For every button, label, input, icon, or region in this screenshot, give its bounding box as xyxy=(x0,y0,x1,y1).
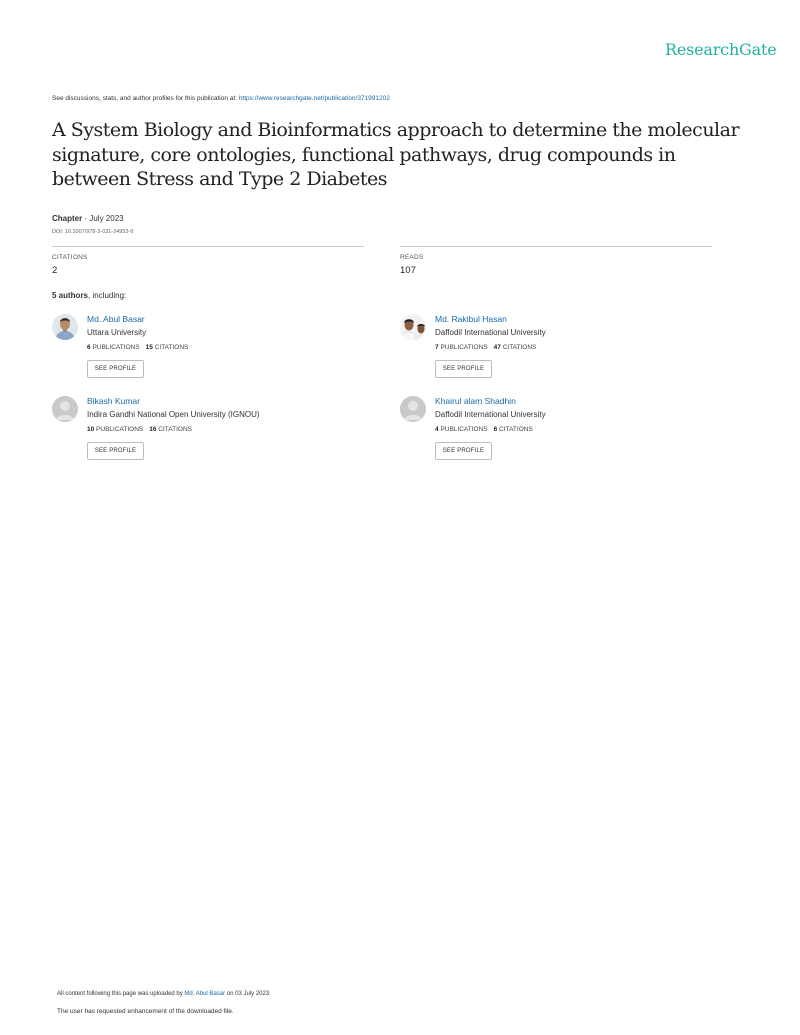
publication-count: 6 xyxy=(87,344,91,351)
avatar-placeholder[interactable] xyxy=(52,396,78,422)
avatar[interactable] xyxy=(52,314,78,340)
citations-label: CITATIONS xyxy=(52,254,88,261)
discussion-text: See discussions, stats, and author profiles for this publication at: xyxy=(52,95,237,102)
publication-link[interactable]: https://www.researchgate.net/publication/371991202 xyxy=(238,95,390,102)
author-card xyxy=(400,396,730,466)
publication-label: PUBLICATIONS xyxy=(440,344,488,351)
publication-date: · July 2023 xyxy=(84,214,124,223)
author-name[interactable]: Md. Rakibul Hasan xyxy=(435,314,507,324)
author-name[interactable]: Bikash Kumar xyxy=(87,396,140,406)
publication-label: PUBLICATIONS xyxy=(92,344,140,351)
reads-count: 107 xyxy=(400,265,416,276)
citation-count: 47 xyxy=(493,344,501,351)
divider-citations xyxy=(52,246,364,247)
publication-count: 4 xyxy=(435,426,439,433)
author-name[interactable]: Md. Abul Basar xyxy=(87,314,145,324)
upload-note xyxy=(57,991,271,997)
citation-label: CITATIONS xyxy=(154,344,189,351)
see-profile-button[interactable]: SEE PROFILE xyxy=(435,442,492,460)
divider-reads xyxy=(400,246,712,247)
authors-heading xyxy=(52,291,126,300)
avatar[interactable] xyxy=(400,314,426,340)
publication-type: Chapter xyxy=(52,214,83,223)
enhancement-note: The user has requested enhancement of the downloaded file. xyxy=(57,1008,234,1015)
citation-label: CITATIONS xyxy=(499,426,533,433)
publication-type-line xyxy=(52,214,124,223)
author-affiliation: Indira Gandhi National Open University (IGNOU) xyxy=(87,410,260,419)
see-profile-button[interactable]: SEE PROFILE xyxy=(435,360,492,378)
publication-label: PUBLICATIONS xyxy=(96,426,144,433)
citation-count: 15 xyxy=(145,344,153,351)
researchgate-logo[interactable]: ResearchGate xyxy=(665,40,777,59)
upload-date: on 03 July 2023. xyxy=(226,991,271,997)
author-card xyxy=(400,314,730,384)
see-profile-button[interactable]: SEE PROFILE xyxy=(87,360,144,378)
citation-count: 6 xyxy=(493,426,498,433)
reads-label: READS xyxy=(400,254,424,261)
author-stats xyxy=(435,426,533,433)
publication-count: 7 xyxy=(435,344,439,351)
author-affiliation: Daffodil International University xyxy=(435,410,546,419)
author-affiliation: Daffodil International University xyxy=(435,328,546,337)
author-stats xyxy=(435,344,536,351)
see-profile-button[interactable]: SEE PROFILE xyxy=(87,442,144,460)
publication-count: 10 xyxy=(87,426,95,433)
discussion-line xyxy=(52,95,390,102)
author-card xyxy=(52,396,382,466)
citation-count: 16 xyxy=(149,426,157,433)
publication-label: PUBLICATIONS xyxy=(440,426,488,433)
author-stats xyxy=(87,426,192,433)
author-card xyxy=(52,314,382,384)
author-stats xyxy=(87,344,188,351)
publication-title: A System Biology and Bioinformatics approach to determine the molecular signature, core ontologies, functional pathways, drug compounds in between Stress and Type 2 Diabetes xyxy=(52,119,740,190)
upload-prefix: All content following this page was uploaded by xyxy=(57,991,183,997)
author-affiliation: Uttara University xyxy=(87,328,147,337)
author-name[interactable]: Khairul alam Shadhin xyxy=(435,396,516,406)
citation-label: CITATIONS xyxy=(158,426,192,433)
doi: DOI: 10.1007/978-3-031-34953-9 xyxy=(52,229,134,235)
citations-count: 2 xyxy=(52,265,58,276)
authors-count: 5 authors xyxy=(52,291,89,300)
uploader-link[interactable]: Md. Abul Basar xyxy=(184,991,226,997)
avatar-placeholder[interactable] xyxy=(400,396,426,422)
citation-label: CITATIONS xyxy=(502,344,537,351)
authors-suffix: , including: xyxy=(88,291,127,300)
